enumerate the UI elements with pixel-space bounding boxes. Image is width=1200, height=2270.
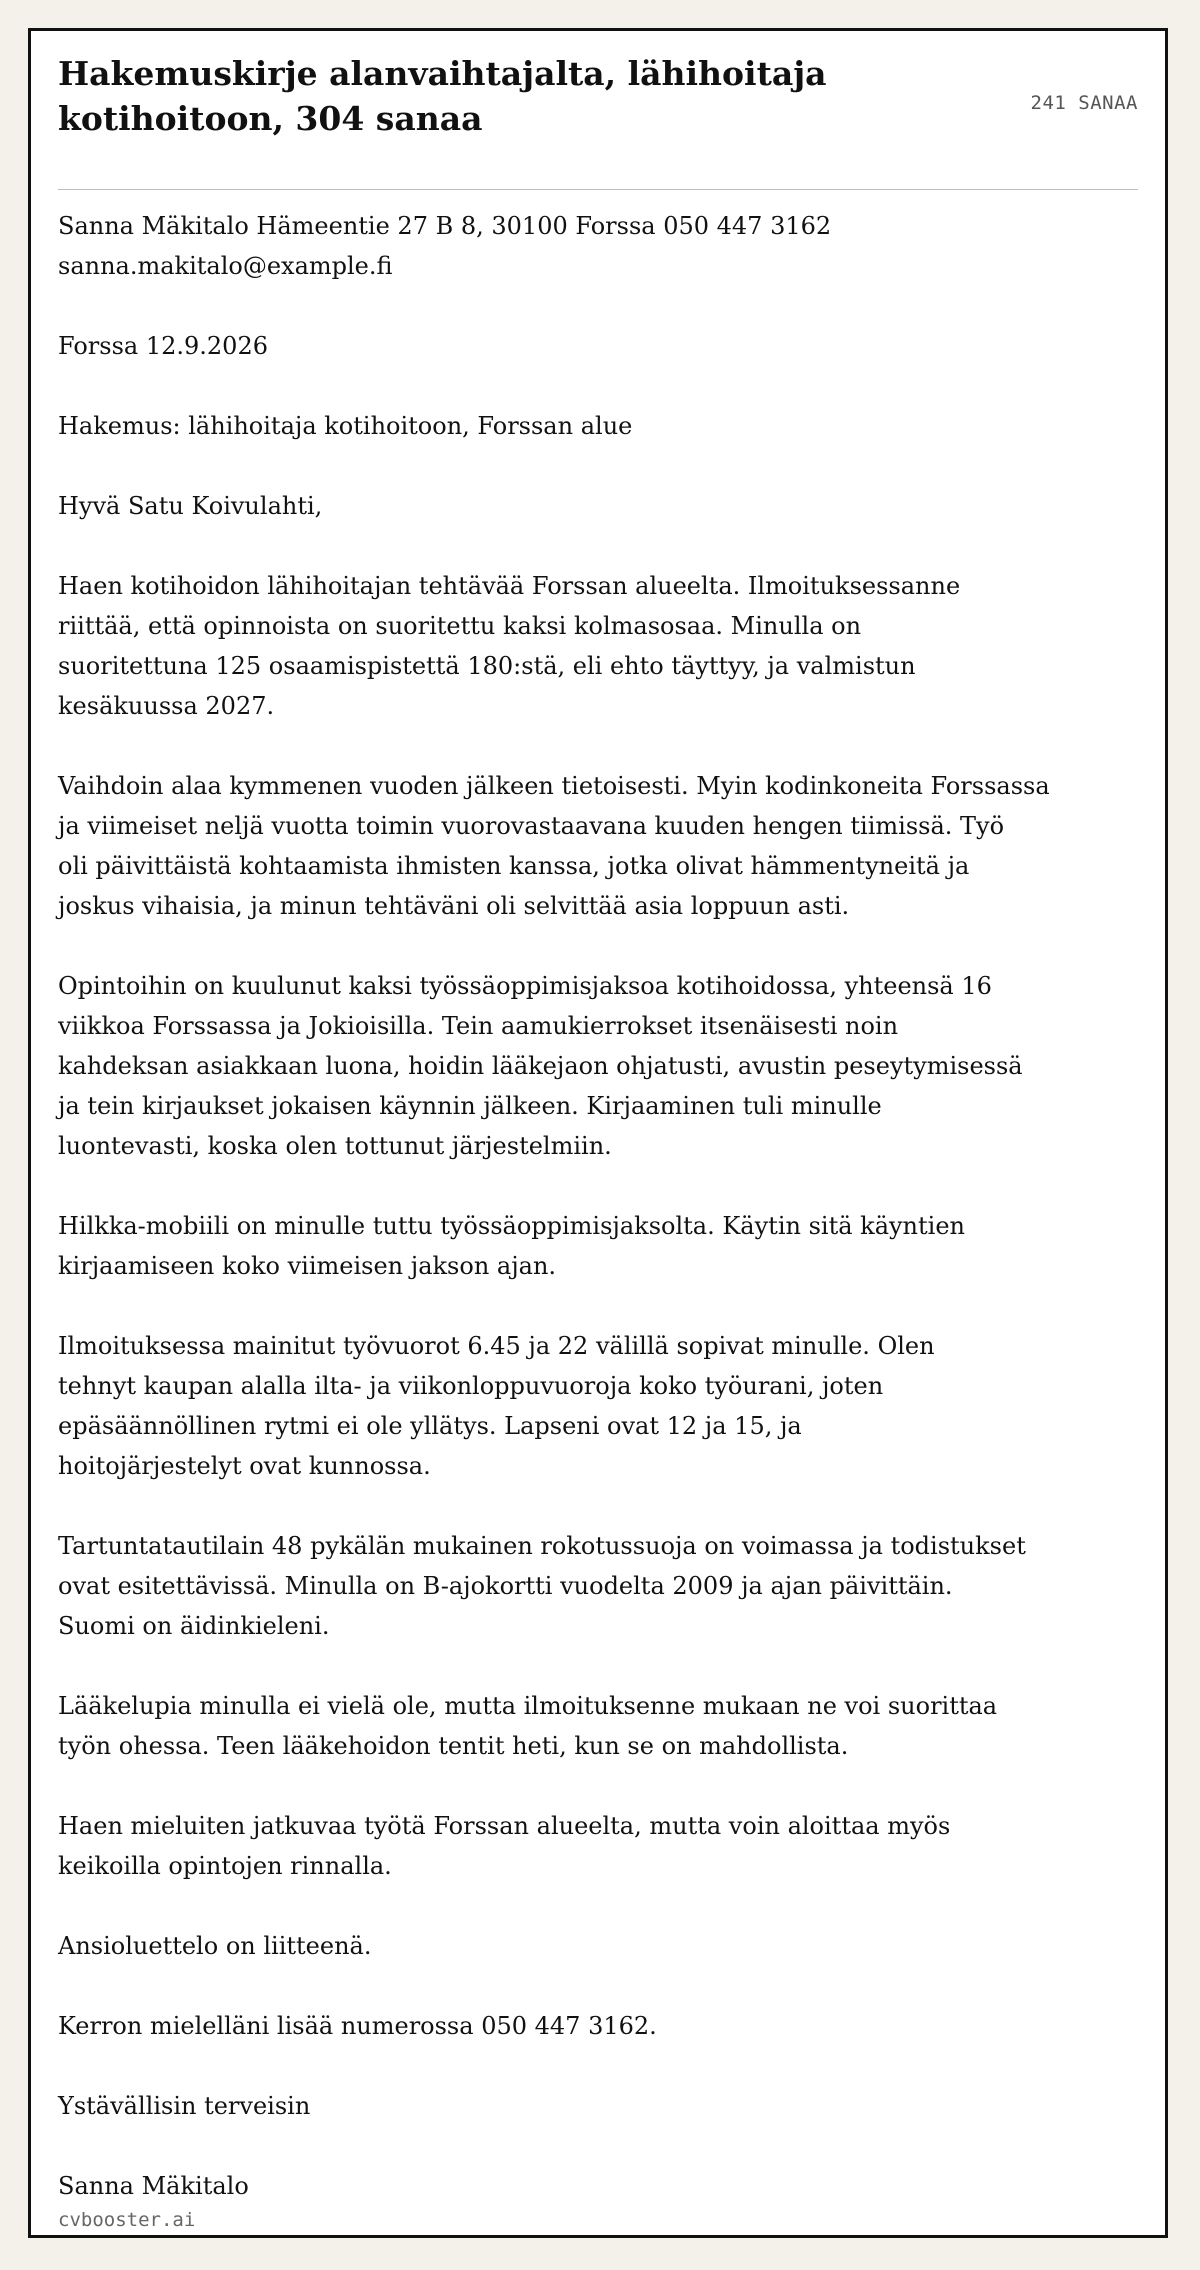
letter-line: Suomi on äidinkieleni. [58, 1612, 330, 1640]
letter-line: työn ohessa. Teen lääkehoidon tentit heti, kun se on mahdollista. [58, 1732, 849, 1760]
paragraph-gap [58, 1766, 1088, 1806]
letter-paragraph [58, 1686, 1088, 1766]
letter-line: Sanna Mäkitalo [58, 2172, 249, 2200]
letter-line: ja tein kirjaukset jokaisen käynnin jälkeen. Kirjaaminen tuli minulle [58, 1092, 882, 1120]
document-header [58, 51, 1138, 190]
letter-line: ovat esitettävissä. Minulla on B-ajokortti vuodelta 2009 ja ajan päivittäin. [58, 1572, 953, 1600]
letter-line: Hyvä Satu Koivulahti, [58, 492, 323, 520]
letter-line: Haen kotihoidon lähihoitajan tehtävää Forssan alueelta. Ilmoituksessanne [58, 572, 961, 600]
paragraph-gap [58, 446, 1088, 486]
letter-paragraph [58, 1806, 1088, 1886]
letter-line: keikoilla opintojen rinnalla. [58, 1852, 392, 1880]
letter-paragraph [58, 2086, 1088, 2126]
letter-line: Lääkelupia minulla ei vielä ole, mutta ilmoituksenne mukaan ne voi suorittaa [58, 1692, 998, 1720]
letter-paragraph [58, 1326, 1088, 1486]
paragraph-gap [58, 1486, 1088, 1526]
letter-line: Forssa 12.9.2026 [58, 332, 268, 360]
letter-line: Hilkka-mobiili on minulle tuttu työssäoppimisjaksolta. Käytin sitä käyntien [58, 1212, 965, 1240]
letter-paragraph [58, 326, 1088, 366]
letter-paragraph [58, 1526, 1088, 1646]
letter-line: Ansioluettelo on liitteenä. [58, 1932, 372, 1960]
paragraph-gap [58, 286, 1088, 326]
document-title [58, 51, 938, 141]
letter-line: luontevasti, koska olen tottunut järjestelmiin. [58, 1132, 612, 1160]
letter-line: Ystävällisin terveisin [58, 2092, 311, 2120]
letter-paragraph [58, 206, 1088, 286]
paragraph-gap [58, 1966, 1088, 2006]
letter-line: Vaihdoin alaa kymmenen vuoden jälkeen tietoisesti. Myin kodinkoneita Forssassa [58, 772, 1050, 800]
letter-line: Hakemus: lähihoitaja kotihoitoon, Forssan alue [58, 412, 633, 440]
letter-paragraph [58, 1926, 1088, 1966]
paragraph-gap [58, 366, 1088, 406]
letter-line: hoitojärjestelyt ovat kunnossa. [58, 1452, 431, 1480]
paragraph-gap [58, 2046, 1088, 2086]
letter-line: joskus vihaisia, ja minun tehtäväni oli selvittää asia loppuun asti. [58, 892, 850, 920]
letter-line: Ilmoituksessa mainitut työvuorot 6.45 ja 22 välillä sopivat minulle. Olen [58, 1332, 935, 1360]
letter-line: kahdeksan asiakkaan luona, hoidin lääkejaon ohjatusti, avustin peseytymisessä [58, 1052, 1023, 1080]
letter-line: Haen mieluiten jatkuvaa työtä Forssan alueelta, mutta voin aloittaa myös [58, 1812, 951, 1840]
letter-line: kirjaamiseen koko viimeisen jakson ajan. [58, 1252, 557, 1280]
letter-line: sanna.makitalo@example.fi [58, 252, 393, 280]
letter-paragraph [58, 2166, 1088, 2206]
footer-brand: cvbooster.ai [58, 2209, 196, 2231]
paragraph-gap [58, 2126, 1088, 2166]
letter-paragraph [58, 566, 1088, 726]
letter-line: epäsäännöllinen rytmi ei ole yllätys. Lapseni ovat 12 ja 15, ja [58, 1412, 802, 1440]
letter-line: oli päivittäistä kohtaamista ihmisten kanssa, jotka olivat hämmentyneitä ja [58, 852, 970, 880]
letter-line: ja viimeiset neljä vuotta toimin vuorovastaavana kuuden hengen tiimissä. Työ [58, 812, 1005, 840]
word-count-badge: 241 SANAA [1030, 92, 1138, 114]
letter-line: riittää, että opinnoista on suoritettu kaksi kolmasosaa. Minulla on [58, 612, 862, 640]
letter-paragraph [58, 486, 1088, 526]
letter-line: Tartuntatautilain 48 pykälän mukainen rokotussuoja on voimassa ja todistukset [58, 1532, 1026, 1560]
letter-line: Kerron mielelläni lisää numerossa 050 447 3162. [58, 2012, 657, 2040]
letter-paragraph [58, 2006, 1088, 2046]
letter-paragraph [58, 1206, 1088, 1286]
document-card [28, 28, 1168, 2238]
paragraph-gap [58, 1646, 1088, 1686]
document-title-line: Hakemuskirje alanvaihtajalta, lähihoitaja [58, 54, 827, 93]
paragraph-gap [58, 526, 1088, 566]
letter-line: tehnyt kaupan alalla ilta- ja viikonloppuvuoroja koko työurani, joten [58, 1372, 884, 1400]
letter-line: suoritettuna 125 osaamispistettä 180:stä, eli ehto täyttyy, ja valmistun [58, 652, 916, 680]
letter-paragraph [58, 766, 1088, 926]
paragraph-gap [58, 1886, 1088, 1926]
paragraph-gap [58, 926, 1088, 966]
document-title-line: kotihoitoon, 304 sanaa [58, 99, 483, 138]
letter-line: Opintoihin on kuulunut kaksi työssäoppimisjaksoa kotihoidossa, yhteensä 16 [58, 972, 992, 1000]
letter-body [58, 206, 1088, 2206]
paragraph-gap [58, 726, 1088, 766]
paragraph-gap [58, 1286, 1088, 1326]
letter-line: Sanna Mäkitalo Hämeentie 27 B 8, 30100 Forssa 050 447 3162 [58, 212, 832, 240]
letter-paragraph [58, 406, 1088, 446]
letter-paragraph [58, 966, 1088, 1166]
paragraph-gap [58, 1166, 1088, 1206]
letter-line: kesäkuussa 2027. [58, 692, 275, 720]
letter-line: viikkoa Forssassa ja Jokioisilla. Tein aamukierrokset itsenäisesti noin [58, 1012, 899, 1040]
